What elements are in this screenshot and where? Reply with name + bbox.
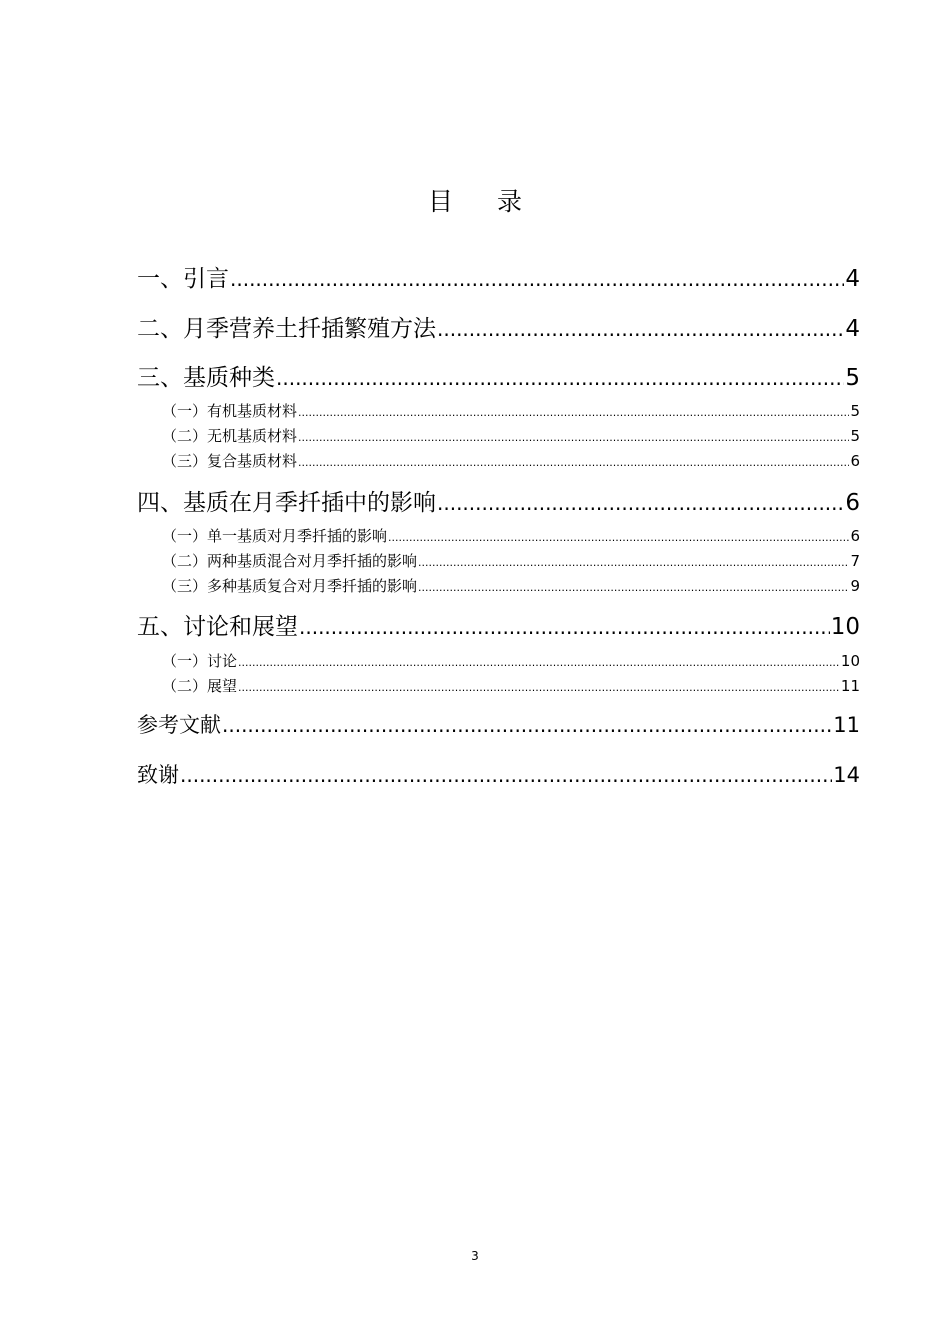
toc-entry-page: 5 xyxy=(845,365,860,391)
toc-entry-label: 五、讨论和展望 xyxy=(137,614,298,640)
toc-entry-page: 6 xyxy=(850,527,860,545)
toc-entry-label: 二、月季营养土扦插繁殖方法 xyxy=(137,316,436,342)
toc-subentry-multiple-substrates[interactable] xyxy=(137,575,860,597)
toc-entry-label: （二）展望 xyxy=(162,677,238,695)
toc-entry-page: 9 xyxy=(850,577,860,595)
toc-leader-dots xyxy=(238,656,840,669)
toc-entry-page: 11 xyxy=(833,713,860,737)
toc-entry-label: （一）讨论 xyxy=(162,652,238,670)
toc-entry-propagation-method[interactable] xyxy=(137,310,860,342)
toc-leader-dots xyxy=(418,556,849,569)
toc-entry-introduction[interactable] xyxy=(137,260,860,292)
toc-entry-label: （二）无机基质材料 xyxy=(162,427,298,445)
toc-subentry-single-substrate[interactable] xyxy=(137,525,860,547)
toc-entry-page: 11 xyxy=(840,677,860,695)
toc-entry-label: （二）两种基质混合对月季扦插的影响 xyxy=(162,552,418,570)
toc-entry-page: 5 xyxy=(850,427,860,445)
toc-entry-label: （三）复合基质材料 xyxy=(162,452,298,470)
toc-entry-page: 4 xyxy=(845,316,860,342)
toc-leader-dots xyxy=(298,431,849,444)
toc-entry-label: 三、基质种类 xyxy=(137,365,275,391)
toc-entry-page: 10 xyxy=(830,614,860,640)
toc-leader-dots xyxy=(276,366,844,390)
toc-subentry-two-substrates[interactable] xyxy=(137,550,860,572)
toc-subentry-composite[interactable] xyxy=(137,450,860,472)
toc-entry-label: 参考文献 xyxy=(137,713,221,737)
toc-entry-discussion-outlook[interactable] xyxy=(137,608,860,640)
toc-heading xyxy=(0,182,950,218)
toc-entry-page: 6 xyxy=(845,490,860,516)
toc-leader-dots xyxy=(298,456,849,469)
toc-entry-label: （一）有机基质材料 xyxy=(162,402,298,420)
toc-leader-dots xyxy=(418,581,849,594)
toc-entry-acknowledgements[interactable] xyxy=(137,759,860,791)
toc-leader-dots xyxy=(238,681,840,694)
toc-entry-page: 5 xyxy=(850,402,860,420)
toc-entry-label: 致谢 xyxy=(137,763,179,787)
toc-leader-dots xyxy=(388,531,849,544)
toc-entry-page: 7 xyxy=(850,552,860,570)
page-number-footer: 3 xyxy=(471,1249,479,1263)
toc-entry-page: 10 xyxy=(840,652,860,670)
toc-entry-references[interactable] xyxy=(137,709,860,741)
toc-leader-dots xyxy=(298,406,849,419)
toc-subentry-inorganic[interactable] xyxy=(137,425,860,447)
toc-subentry-outlook[interactable] xyxy=(137,675,860,697)
toc-heading-char-1: 目 xyxy=(427,187,453,216)
toc-entry-substrate-types[interactable] xyxy=(137,359,860,391)
toc-leader-dots xyxy=(299,615,830,639)
toc-entry-page: 4 xyxy=(845,266,860,292)
toc-heading-char-2: 录 xyxy=(497,187,523,216)
toc-leader-dots xyxy=(437,317,844,341)
toc-leader-dots xyxy=(180,763,832,787)
toc-entry-label: 四、基质在月季扦插中的影响 xyxy=(137,490,436,516)
toc-subentry-organic[interactable] xyxy=(137,400,860,422)
toc-entry-page: 14 xyxy=(833,763,860,787)
toc-entry-substrate-effects[interactable] xyxy=(137,484,860,516)
toc-entry-label: （三）多种基质复合对月季扦插的影响 xyxy=(162,577,418,595)
toc-entry-page: 6 xyxy=(850,452,860,470)
toc-entry-label: 一、引言 xyxy=(137,266,229,292)
toc-entry-label: （一）单一基质对月季扦插的影响 xyxy=(162,527,388,545)
toc-subentry-discussion[interactable] xyxy=(137,650,860,672)
toc-leader-dots xyxy=(230,267,844,291)
toc-leader-dots xyxy=(222,713,832,737)
toc-leader-dots xyxy=(437,491,844,515)
